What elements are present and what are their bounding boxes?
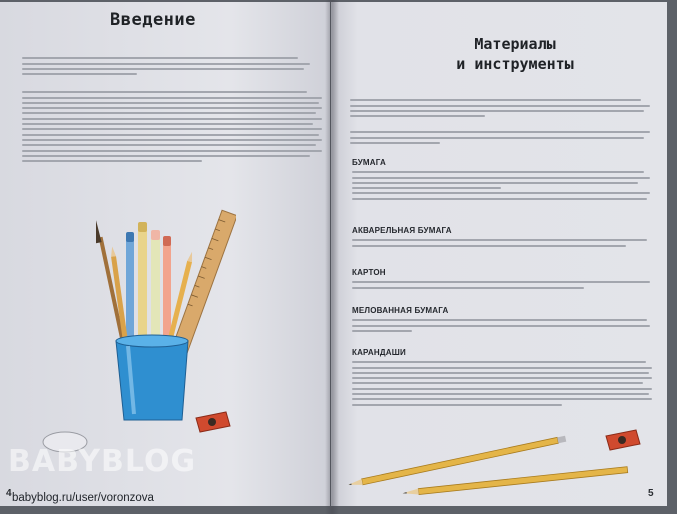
intro-paragraph-1 <box>22 54 310 78</box>
intro-paragraph-2 <box>22 88 322 165</box>
materials-intro-paragraph <box>350 96 650 120</box>
section-text-watercolor-paper <box>352 236 650 250</box>
left-page-title: Введение <box>110 10 196 30</box>
right-page-title <box>455 34 575 74</box>
section-text-pencils <box>352 358 652 409</box>
right-page-number: 5 <box>648 488 654 499</box>
watermark-url: babyblog.ru/user/voronzova <box>12 492 154 504</box>
section-heading-coated-paper: МЕЛОВАННАЯ БУМАГА <box>352 306 449 315</box>
book-gutter <box>325 0 339 514</box>
section-heading-watercolor-paper: АКВАРЕЛЬНАЯ БУМАГА <box>352 226 452 235</box>
left-page-number: 4 <box>6 488 12 499</box>
section-text-paper <box>352 168 650 203</box>
section-heading-cardboard: КАРТОН <box>352 268 386 277</box>
section-text-coated-paper <box>352 316 650 335</box>
babyblog-watermark: BABYBLOG <box>8 444 197 479</box>
pencils-and-sharpener-illustration <box>340 420 660 500</box>
right-title-line-2: и инструменты <box>456 55 574 73</box>
right-title-line-1: Материалы <box>474 35 556 53</box>
section-text-cardboard <box>352 278 650 292</box>
materials-intro-paragraph-2 <box>350 128 650 147</box>
pencil-cup-illustration <box>96 196 236 426</box>
sharpener-icon <box>192 408 232 436</box>
section-heading-pencils: КАРАНДАШИ <box>352 348 406 357</box>
section-heading-paper: БУМАГА <box>352 158 386 167</box>
